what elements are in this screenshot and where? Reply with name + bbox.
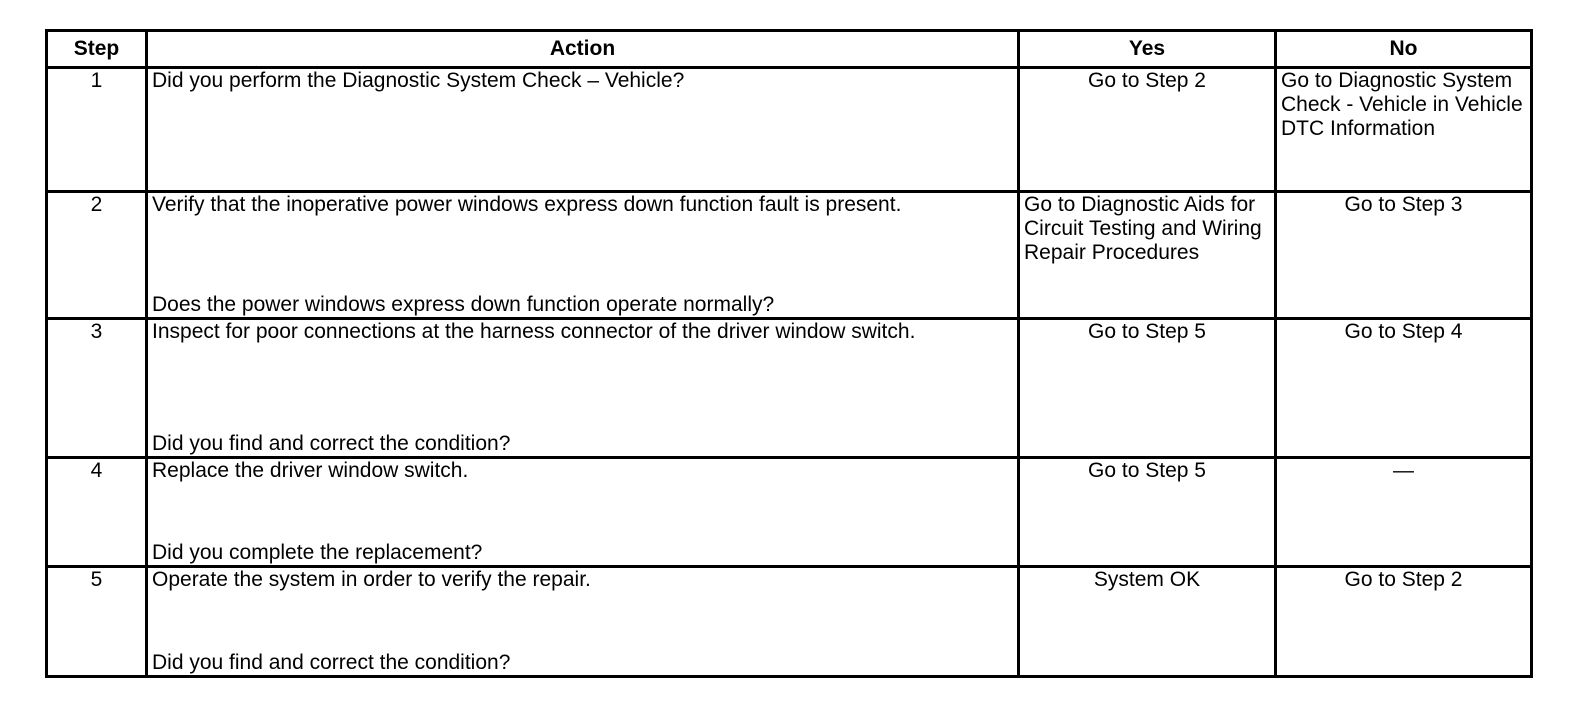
no-result: Go to Step 3 [1276, 192, 1532, 319]
action-instruction: Inspect for poor connections at the harness connector of the driver window switch. [152, 320, 916, 343]
step-number: 2 [47, 192, 147, 319]
action-cell [147, 192, 1019, 319]
no-result: Go to Step 2 [1276, 567, 1532, 677]
header-action: Action [147, 31, 1019, 68]
action-question: Did you complete the replacement? [152, 541, 483, 564]
action-instruction: Replace the driver window switch. [152, 459, 469, 482]
header-step: Step [47, 31, 147, 68]
yes-result: System OK [1019, 567, 1276, 677]
table-row [47, 319, 1532, 458]
action-question: Did you find and correct the condition? [152, 432, 511, 455]
diagnostic-table [45, 29, 1533, 678]
action-question: Did you find and correct the condition? [152, 651, 511, 674]
no-result: Go to Diagnostic System Check - Vehicle in Vehicle DTC Information [1276, 68, 1532, 192]
table-row [47, 458, 1532, 567]
action-cell [147, 458, 1019, 567]
yes-result: Go to Step 5 [1019, 458, 1276, 567]
action-cell [147, 567, 1019, 677]
step-number: 1 [47, 68, 147, 192]
action-cell [147, 319, 1019, 458]
action-question: Does the power windows express down function operate normally? [152, 293, 775, 316]
yes-result: Go to Step 2 [1019, 68, 1276, 192]
table-row [47, 567, 1532, 677]
header-row [47, 31, 1532, 68]
action-instruction: Did you perform the Diagnostic System Check – Vehicle? [152, 69, 685, 92]
yes-result: Go to Diagnostic Aids for Circuit Testing and Wiring Repair Procedures [1019, 192, 1276, 319]
action-instruction: Operate the system in order to verify the repair. [152, 568, 591, 591]
no-result: — [1276, 458, 1532, 567]
header-no: No [1276, 31, 1532, 68]
step-number: 5 [47, 567, 147, 677]
header-yes: Yes [1019, 31, 1276, 68]
step-number: 3 [47, 319, 147, 458]
table-row [47, 192, 1532, 319]
step-number: 4 [47, 458, 147, 567]
action-cell [147, 68, 1019, 192]
action-instruction: Verify that the inoperative power windows express down function fault is present. [152, 193, 902, 216]
table-row [47, 68, 1532, 192]
yes-result: Go to Step 5 [1019, 319, 1276, 458]
no-result: Go to Step 4 [1276, 319, 1532, 458]
